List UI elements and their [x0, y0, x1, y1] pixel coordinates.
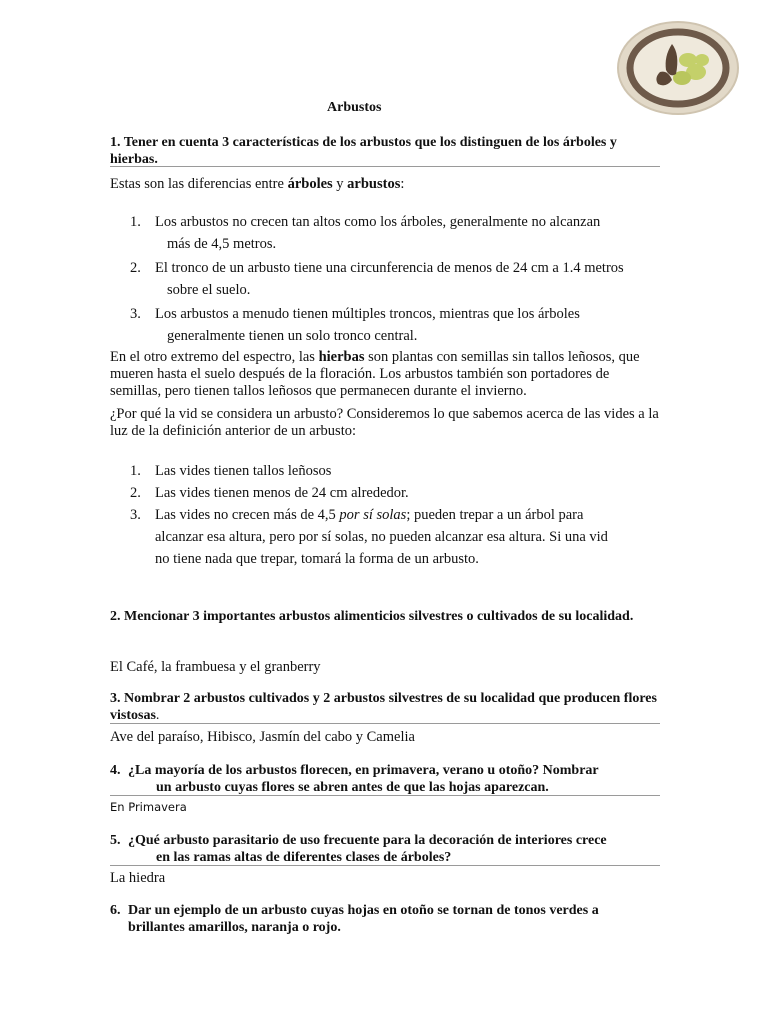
vines-list — [130, 460, 670, 570]
list-item: 3. Los arbustos a menudo tienen múltiples troncos, mientras que los árboles generalmente tienen un solo tronco central. — [130, 306, 580, 344]
answer-5: La hiedra — [110, 870, 166, 886]
differences-list — [130, 211, 670, 349]
question-3: 3. Nombrar 2 arbustos cultivados y 2 arbustos silvestres de su localidad que producen flores vistosas. — [110, 691, 657, 723]
answer-4: En Primavera — [110, 800, 187, 814]
shrub-badge-emblem — [616, 20, 740, 116]
question-4: 4. ¿La mayoría de los arbustos florecen, en primavera, verano u otoño? Nombrar un arbusto cuyas flores se abren antes de que las hojas aparezcan. — [110, 763, 599, 795]
q1-paragraph-herbs: En el otro extremo del espectro, las hierbas son plantas con semillas sin tallos leñosos, que mueren hasta el suelo después de la floración. Los arbustos también son portadores de semillas, pero tienen tallos leñosos que permanecen durante el invierno. — [110, 349, 640, 399]
question-5: 5. ¿Qué arbusto parasitario de uso frecuente para la decoración de interiores crece en las ramas altas de diferentes clases de árboles? — [110, 833, 607, 865]
question-2: 2. Mencionar 3 importantes arbustos alimenticios silvestres o cultivados de su localidad. — [110, 609, 634, 624]
q1-intro: Estas son las diferencias entre árboles y arbustos: — [110, 176, 405, 192]
divider — [110, 723, 660, 724]
q1-paragraph-vine: ¿Por qué la vid se considera un arbusto? Consideremos lo que sabemos acerca de las vides a la luz de la definición anterior de un arbusto: — [110, 406, 659, 439]
answer-3: Ave del paraíso, Hibisco, Jasmín del cabo y Camelia — [110, 729, 415, 745]
divider — [110, 795, 660, 796]
page-title: Arbustos — [327, 100, 382, 115]
question-1: 1. Tener en cuenta 3 características de los arbustos que los distinguen de los árboles y hierbas. — [110, 135, 617, 167]
list-item: 1. Las vides tienen tallos leñosos — [130, 463, 332, 479]
divider — [110, 865, 660, 866]
divider — [110, 166, 660, 167]
question-6: 6. Dar un ejemplo de un arbusto cuyas hojas en otoño se tornan de tonos verdes a brillantes amarillos, naranja o rojo. — [110, 903, 599, 935]
list-item: 2. Las vides tienen menos de 24 cm alrededor. — [130, 485, 409, 501]
list-item: 2. El tronco de un arbusto tiene una circunferencia de menos de 24 cm a 1.4 metros sobre el suelo. — [130, 260, 624, 298]
answer-2: El Café, la frambuesa y el granberry — [110, 659, 321, 675]
list-item: 1. Los arbustos no crecen tan altos como los árboles, generalmente no alcanzan más de 4,5 metros. — [130, 214, 601, 252]
list-item: 3. Las vides no crecen más de 4,5 por sí solas; pueden trepar a un árbol para alcanzar esa altura, pero por sí solas, no pueden alcanzar esa altura. Si una vid no tiene nada que trepar, tomará la forma de un arbusto. — [130, 507, 608, 567]
